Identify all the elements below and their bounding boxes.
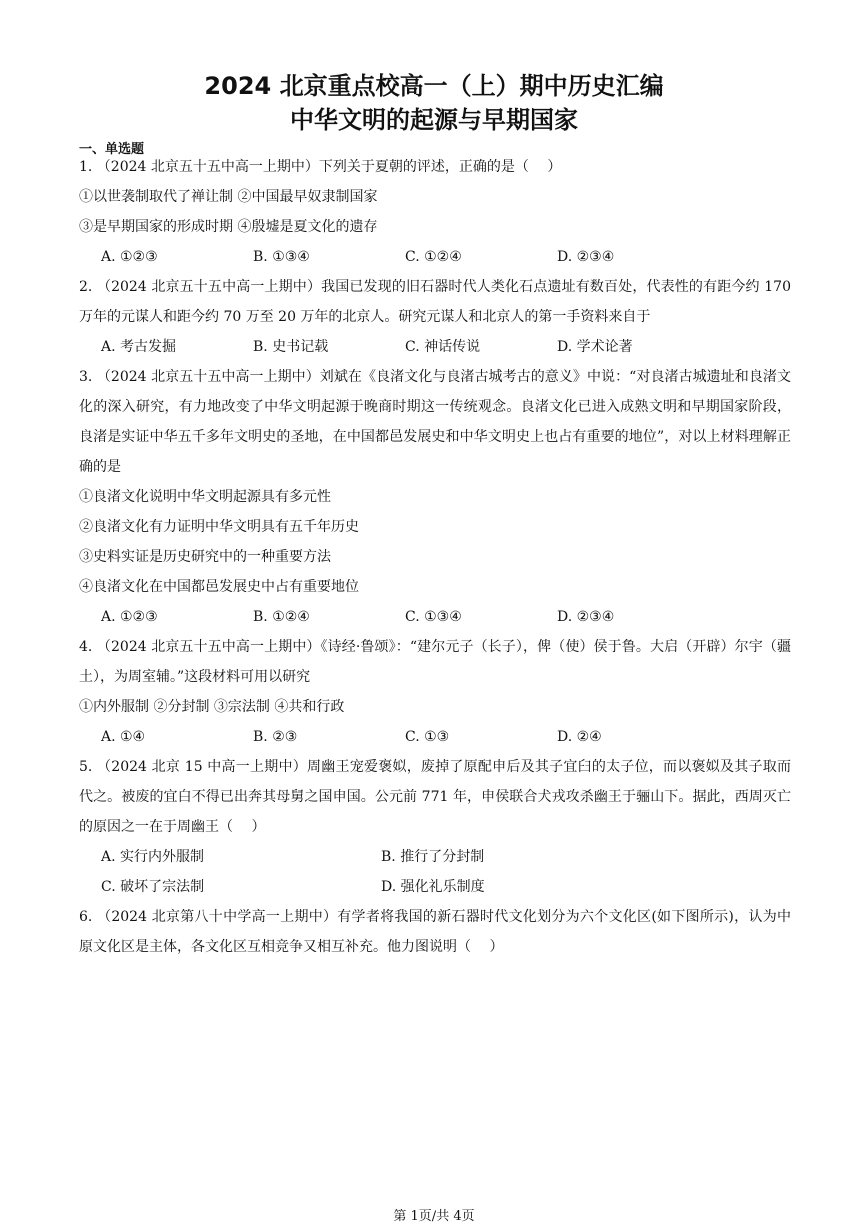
- question-stem: 6. （2024 北京第八十中学高一上期中）有学者将我国的新石器时代文化划分为六个文化区(如下图所示)，认为中原文化区是主体，各文化区互相竞争又相互补充。他力图说明（ ）: [79, 909, 791, 955]
- option-a: A. ①②③: [101, 249, 158, 265]
- question-statement: ④良渚文化在中国都邑发展史中占有重要地位: [79, 579, 359, 595]
- option-d: D. ②③④: [557, 609, 615, 625]
- option-d: D. ②④: [557, 729, 602, 745]
- question-stem: 3. （2024 北京五十五中高一上期中）刘斌在《良渚文化与良渚古城考古的意义》中说：“对良渚古城遗址和良渚文化的深入研究，有力地改变了中华文明起源于晚商时期这一传统观念。良渚文化已进入成熟文明和早期国家阶段，良渚是实证中华五千多年文明史的圣地，在中国都邑发展史和中华文明史上也占有重要的地位”，对以上材料理解正确的是: [79, 369, 791, 475]
- option-b: B. ①②④: [253, 609, 310, 625]
- question-5: [79, 752, 791, 902]
- question-statement: ①以世袭制取代了禅让制 ②中国最早奴隶制国家: [79, 189, 378, 205]
- option-c: C. ①③④: [405, 609, 462, 625]
- doc-title: 2024 北京重点校高一（上）期中历史汇编: [204, 72, 664, 100]
- option-c: C. 破坏了宗法制: [101, 879, 205, 895]
- questions-list: [79, 152, 791, 962]
- option-d: D. ②③④: [557, 249, 615, 265]
- section-heading: 一、单选题: [79, 142, 145, 157]
- answer-options: [79, 722, 791, 752]
- question-statement: ①内外服制 ②分封制 ③宗法制 ④共和行政: [79, 699, 345, 715]
- question-stem: 2. （2024 北京五十五中高一上期中）我国已发现的旧石器时代人类化石点遗址有数百处，代表性的有距今约 170 万年的元谋人和距今约 70 万至 20 万年的北京人。研究元谋人和北京人的第一手资料来自于: [79, 279, 791, 325]
- option-a: A. 考古发掘: [101, 339, 177, 355]
- question-4: [79, 632, 791, 752]
- option-c: C. 神话传说: [405, 339, 481, 355]
- page-footer: 第 1页/共 4页: [393, 1209, 475, 1224]
- question-stem: 5. （2024 北京 15 中高一上期中）周幽王宠爱褒姒，废掉了原配申后及其子宜臼的太子位，而以褒姒及其子取而代之。被废的宜白不得已出奔其母舅之国申国。公元前 771 年，申侯联合犬戎攻杀幽王于骊山下。据此，西周灭亡的原因之一在于周幽王（ ）: [79, 759, 791, 835]
- question-6: [79, 902, 791, 962]
- option-b: B. 史书记载: [253, 339, 329, 355]
- option-b: B. ①③④: [253, 249, 310, 265]
- option-a: A. ①④: [101, 729, 146, 745]
- option-d: D. 学术论著: [557, 339, 633, 355]
- option-d: D. 强化礼乐制度: [381, 879, 485, 895]
- option-c: C. ①②④: [405, 249, 462, 265]
- question-statement: ①良渚文化说明中华文明起源具有多元性: [79, 489, 331, 505]
- answer-options-row-1: [79, 842, 791, 872]
- question-statement: ②良渚文化有力证明中华文明具有五千年历史: [79, 519, 359, 535]
- answer-options: [79, 602, 791, 632]
- question-1: [79, 152, 791, 272]
- question-statement: ③是早期国家的形成时期 ④殷墟是夏文化的遗存: [79, 219, 378, 235]
- question-stem: 1. （2024 北京五十五中高一上期中）下列关于夏朝的评述，正确的是（ ）: [79, 159, 562, 175]
- option-b: B. 推行了分封制: [381, 849, 485, 865]
- answer-options: [79, 332, 791, 362]
- option-b: B. ②③: [253, 729, 298, 745]
- option-a: A. ①②③: [101, 609, 158, 625]
- question-3: [79, 362, 791, 632]
- question-statement: ③史料实证是历史研究中的一种重要方法: [79, 549, 331, 565]
- question-2: [79, 272, 791, 362]
- answer-options-row-2: [79, 872, 791, 902]
- option-c: C. ①③: [405, 729, 450, 745]
- question-stem: 4. （2024 北京五十五中高一上期中）《诗经·鲁颂》：“建尔元子（长子），俾（使）侯于鲁。大启（开辟）尔宇（疆土），为周室辅。”这段材料可用以研究: [79, 639, 791, 685]
- option-a: A. 实行内外服制: [101, 849, 205, 865]
- doc-subtitle: 中华文明的起源与早期国家: [290, 106, 578, 134]
- answer-options: [79, 242, 791, 272]
